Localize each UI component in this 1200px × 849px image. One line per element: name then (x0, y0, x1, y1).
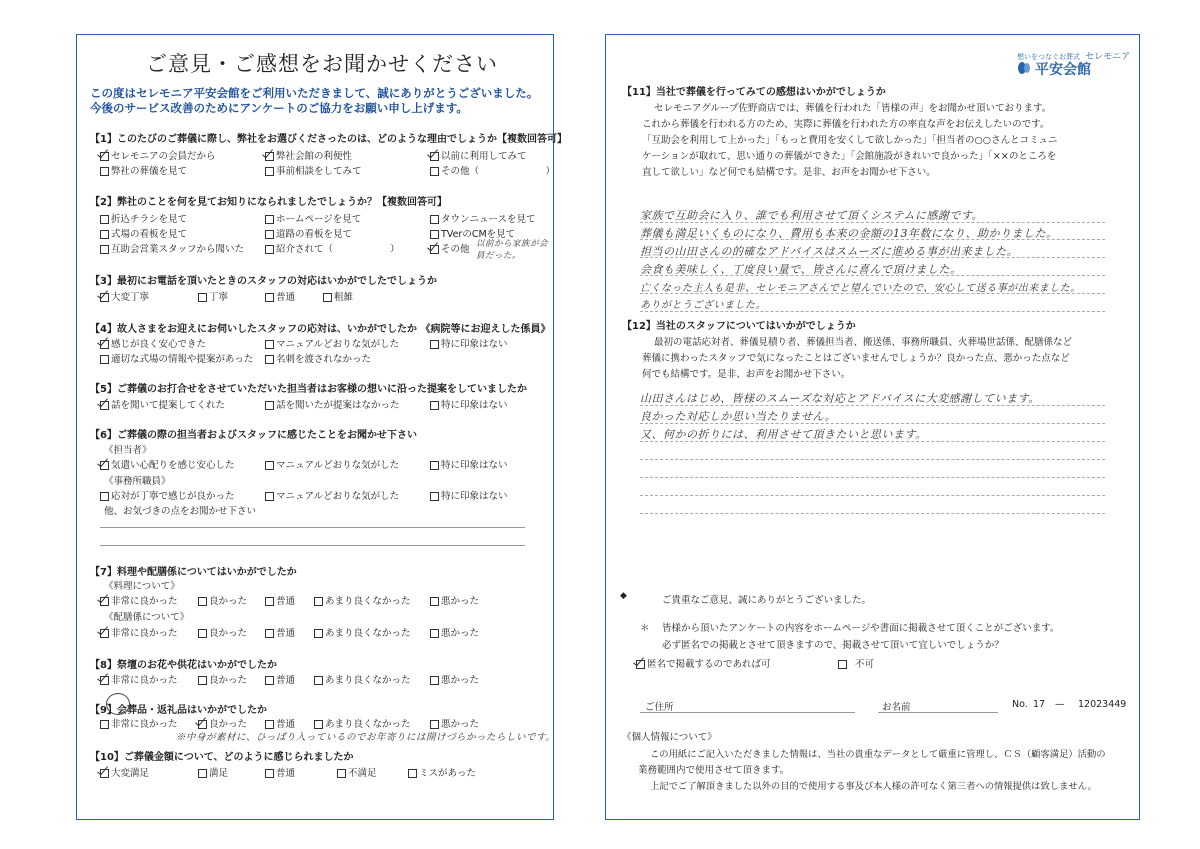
q4-opt-2[interactable]: マニュアルどおりな気がした (265, 336, 399, 350)
q4-label: 【4】故人さまをお迎えにお伺いしたスタッフの応対は、いかがでしたか 《病院等にお迎えした係員》 (90, 324, 551, 335)
q1-opt-1[interactable]: セレモニアの会員だから (100, 148, 216, 162)
checkbox-icon (430, 720, 439, 729)
q7-ryouri-opt-2[interactable]: 良かった (198, 593, 247, 607)
checkbox-icon (265, 293, 274, 302)
q1-opt-5[interactable]: 事前相談をしてみて (265, 163, 362, 177)
q12-label: 【12】当社のスタッフについてはいかがでしょうか (622, 321, 856, 332)
q11-label: 【11】当社で葬儀を行ってみての感想はいかがでしょうか (622, 87, 886, 98)
q11-text-2: これから葬儀を行われる方のため、実際に葬儀を行われた方の率直な声をお伝えしたいのです。 (642, 119, 1050, 130)
q6-opt-5[interactable]: マニュアルどおりな気がした (265, 488, 399, 502)
q2-opt-1[interactable]: 折込チラシを見て (100, 211, 187, 225)
checkbox-icon (314, 597, 323, 606)
q3-opt-4[interactable]: 粗雑 (323, 289, 353, 303)
handwritten-circle-mark (106, 693, 130, 715)
checkbox-icon (100, 167, 109, 176)
intro-line-1: この度はセレモニア平安会館をご利用いただきまして、誠にありがとうございました。 (90, 86, 539, 100)
q3-label: 【3】最初にお電話を頂いたときのスタッフの対応はいかがでしたでしょうか (90, 276, 437, 287)
privacy-line-2: 業務範囲内で使用させて頂きます。 (638, 765, 790, 776)
checkbox-icon (314, 720, 323, 729)
q8-opt-5[interactable]: 悪かった (430, 672, 479, 686)
q11-text-3: 「互助会を利用して上かった」「もっと費用を安くして欲しかった」「担当者の○○さんとコミュニ (642, 135, 1058, 146)
name-field[interactable] (878, 712, 998, 713)
q12-text-1: 最初の電話応対者、葬儀見積り者、葬儀担当者、搬送係、事務所職員、火葬場世話係、配膳係など (654, 337, 1073, 348)
privacy-line-3: 上記でご了解頂きました以外の目的で使用する事及び本人様の許可なく第三者への情報提供は致しません。 (650, 781, 1097, 792)
checkbox-icon (265, 461, 274, 470)
checkbox-icon (430, 167, 439, 176)
q1-opt-6[interactable]: その他（ ） (430, 163, 555, 177)
q7-haizen-opt-1[interactable]: 非常に良かった (100, 625, 178, 639)
q11-handwritten-1: 家族で互助会に入り、誰でも利用させて頂くシステムに感謝です。 (640, 209, 984, 222)
q12-handwritten-3: 又、何かの折りには、利用させて頂きたいと思います。 (640, 428, 927, 441)
checkbox-icon (430, 676, 439, 685)
flower-icon (1017, 61, 1031, 75)
checkbox-icon (198, 676, 207, 685)
q11-text-5: 直して欲しい」など何でも結構です。是非、お声をお聞かせ下さい。 (642, 167, 936, 178)
number-label: No. (1012, 699, 1028, 710)
logo-brand: セレモニア (1085, 52, 1131, 62)
q7-ryouri-opt-5[interactable]: 悪かった (430, 593, 479, 607)
checkbox-checked-icon (265, 152, 274, 161)
checkbox-checked-icon (100, 629, 109, 638)
q7-sub-ryouri: 《料理について》 (104, 581, 180, 592)
answer-line[interactable] (640, 477, 1105, 478)
q8-opt-1[interactable]: 非常に良かった (100, 672, 178, 686)
q5-opt-2[interactable]: 話を聞いたが提案はなかった (265, 397, 400, 411)
q7-haizen-opt-5[interactable]: 悪かった (430, 625, 479, 639)
checkbox-icon (430, 340, 439, 349)
checkbox-icon (408, 769, 417, 778)
answer-line[interactable] (640, 513, 1105, 514)
q6-label: 【6】ご葬儀の際の担当者およびスタッフに感じたことをお聞かせ下さい (90, 430, 417, 441)
checkbox-icon (265, 720, 274, 729)
publish-yes-option[interactable]: 匿名で掲載するのであれば可 (636, 656, 771, 670)
q9-opt-3[interactable]: 普通 (265, 716, 295, 730)
checkbox-icon (198, 769, 207, 778)
checkbox-icon (265, 340, 274, 349)
answer-line[interactable] (100, 545, 525, 546)
q2-opt-7[interactable]: 互助会営業スタッフから聞いた (100, 241, 244, 255)
checkbox-checked-icon (100, 152, 109, 161)
thanks-text: ご貴重なご意見、誠にありがとうございました。 (662, 595, 872, 606)
checkbox-icon (430, 492, 439, 501)
q7-haizen-opt-3[interactable]: 普通 (265, 625, 295, 639)
q10-opt-2[interactable]: 満足 (198, 765, 228, 779)
q6-sub-jimusho: 《事務所職員》 (104, 476, 171, 487)
q9-opt-5[interactable]: 悪かった (430, 716, 479, 730)
checkbox-icon (314, 629, 323, 638)
q2-opt-4[interactable]: 式場の看板を見て (100, 226, 187, 240)
checkbox-icon (198, 597, 207, 606)
checkbox-icon (100, 720, 109, 729)
privacy-title: 《個人情報について》 (622, 732, 717, 743)
q2-opt-5[interactable]: 道路の看板を見て (265, 226, 352, 240)
q3-opt-3[interactable]: 普通 (265, 289, 295, 303)
q5-opt-1[interactable]: 話を聞いて提案してくれた (100, 397, 225, 411)
notice-1: 皆様から頂いたアンケートの内容をホームページや書面に掲載させて頂くことがございます。 (662, 623, 1060, 634)
checkbox-icon (430, 401, 439, 410)
q6-opt-4[interactable]: 応対が丁寧で感じが良かった (100, 488, 235, 502)
q11-text-1: セレモニアグループ佐野商店では、葬儀を行われた「皆様の声」をお聞かせ頂いております。 (654, 103, 1052, 114)
q1-opt-4[interactable]: 弊社の葬儀を見て (100, 163, 187, 177)
answer-line[interactable] (100, 527, 525, 528)
q7-haizen-opt-2[interactable]: 良かった (198, 625, 247, 639)
checkbox-icon (265, 355, 274, 364)
checkbox-icon (430, 597, 439, 606)
checkbox-icon (430, 215, 439, 224)
q7-label: 【7】料理や配膳係についてはいかがでしたか (90, 567, 297, 578)
record-code: 12023449 (1078, 699, 1127, 710)
q7-sub-haizen: 《配膳係について》 (104, 612, 190, 623)
q5-label: 【5】ご葬儀のお打合せをさせていただいた担当者はお客様の想いに沿った提案をしていましたか (90, 384, 527, 395)
checkbox-checked-icon (430, 152, 439, 161)
checkbox-checked-icon (100, 461, 109, 470)
q7-ryouri-opt-4[interactable]: あまり良くなかった (314, 593, 411, 607)
q10-opt-3[interactable]: 普通 (265, 765, 295, 779)
q1-opt-3[interactable]: 以前に利用してみて (430, 148, 527, 162)
checkbox-icon (265, 230, 274, 239)
q6-opt-3[interactable]: 特に印象はない (430, 457, 508, 471)
address-label: ご住所 (645, 702, 674, 713)
name-label: お名前 (882, 702, 911, 713)
answer-line[interactable] (640, 311, 1105, 312)
checkbox-icon (323, 293, 332, 302)
q6-opt-1[interactable]: 気遣い心配りを感じ安心した (100, 457, 235, 471)
q11-handwritten-4: 会食も美味しく、丁度良い量で、皆さんに喜んで頂けました。 (640, 263, 962, 276)
checkbox-checked-icon (198, 720, 207, 729)
checkbox-icon (100, 230, 109, 239)
checkbox-checked-icon (100, 769, 109, 778)
checkbox-icon (314, 676, 323, 685)
q1-label: 【1】このたびのご葬儀に際し、弊社をお選びくださったのは、どのような理由でしょうか【複数回答可】 (90, 134, 567, 145)
checkbox-icon (198, 629, 207, 638)
q4-opt-5[interactable]: 名刺を渡されなかった (265, 351, 371, 365)
q3-opt-1[interactable]: 大変丁寧 (100, 289, 149, 303)
checkbox-icon (265, 769, 274, 778)
address-field[interactable] (640, 712, 855, 713)
checkbox-icon (265, 597, 274, 606)
q4-opt-3[interactable]: 特に印象はない (430, 336, 508, 350)
checkbox-icon (265, 215, 274, 224)
checkbox-icon (838, 660, 847, 669)
checkbox-checked-icon (100, 597, 109, 606)
checkbox-icon (100, 215, 109, 224)
q8-label: 【8】祭壇のお花や供花はいかがでしたか (90, 660, 277, 671)
checkbox-icon (198, 293, 207, 302)
checkbox-checked-icon (100, 401, 109, 410)
q7-haizen-opt-4[interactable]: あまり良くなかった (314, 625, 411, 639)
q6-opt-2[interactable]: マニュアルどおりな気がした (265, 457, 399, 471)
q12-text-2: 葬儀に携わったスタッフで気になったことはございませんでしょうか？良かった点、悪かった点など (642, 353, 1070, 364)
checkbox-icon (430, 629, 439, 638)
q11-text-4: ケーションが取れて、思い通りの葬儀ができた」「会館施設がきれいで良かった」「××のところを (642, 151, 1057, 162)
q11-handwritten-6: ありがとうございました。 (640, 300, 766, 311)
page-title: ご意見・ご感想をお聞かせください (146, 52, 498, 76)
q8-opt-2[interactable]: 良かった (198, 672, 247, 686)
q1-opt-2[interactable]: 弊社会館の利便性 (265, 148, 352, 162)
q6-other-prompt: 他、お気づきの点をお聞かせ下さい (104, 506, 257, 517)
checkbox-icon (337, 769, 346, 778)
q9-handwritten: ※中身が素材に、ひっぱり入っているのでお年寄りには開けづらかったらしいです。 (176, 732, 556, 743)
answer-line[interactable] (640, 495, 1105, 496)
q7-ryouri-opt-1[interactable]: 非常に良かった (100, 593, 178, 607)
checkbox-checked-icon (430, 245, 439, 254)
checkbox-icon (100, 355, 109, 364)
q11-handwritten-2: 葬儀も満足いくものになり、費用も本来の金額の13年数になり、助かりました。 (640, 227, 1058, 240)
q2-handwritten: 以前から家族が会員だった。 (476, 239, 549, 261)
q2-opt-2[interactable]: ホームページを見て (265, 211, 361, 225)
q11-handwritten-5: 亡くなった主人も是非、セレモニアさんでと望んでいたので、安心して送る事が出来ました。 (640, 283, 1081, 294)
q2-opt-3[interactable]: タウンニュースを見て (430, 211, 536, 225)
q9-label: 【9】会葬品・返礼品はいかがでしたか (90, 705, 267, 716)
number-dash: — (1055, 699, 1065, 710)
q10-opt-4[interactable]: 不満足 (337, 765, 377, 779)
q8-opt-3[interactable]: 普通 (265, 672, 295, 686)
q10-label: 【10】ご葬儀金額について、どのように感じられましたか (90, 752, 354, 763)
checkbox-icon (265, 629, 274, 638)
q6-sub-tantousha: 《担当者》 (104, 445, 152, 456)
q10-opt-5[interactable]: ミスがあった (408, 765, 476, 779)
checkbox-icon (265, 676, 274, 685)
checkbox-icon (265, 167, 274, 176)
q6-opt-6[interactable]: 特に印象はない (430, 488, 508, 502)
checkbox-checked-icon (100, 676, 109, 685)
q12-handwritten-1: 山田さんはじめ、皆様のスムーズな対応とアドバイスに大変感謝しています。 (640, 392, 1040, 405)
answer-line[interactable] (640, 459, 1105, 460)
q9-opt-4[interactable]: あまり良くなかった (314, 716, 411, 730)
q7-ryouri-opt-3[interactable]: 普通 (265, 593, 295, 607)
checkbox-icon (430, 230, 439, 239)
q2-opt-8[interactable]: 紹介されて（ ） (265, 241, 400, 255)
privacy-line-1: この用紙にご記入いただきました情報は、当社の貴重なデータとして厳重に管理し、ＣＳ（顧客満足）活動の (650, 749, 1106, 760)
checkbox-icon (265, 492, 274, 501)
q2-opt-6[interactable]: TVerのCMを見て (430, 226, 515, 240)
q11-handwritten-3: 担当の山田さんの的確なアドバイスはスムーズに進める事が出来ました。 (640, 245, 1019, 258)
logo-mark (1017, 60, 1031, 79)
asterisk-icon: ＊ (640, 623, 650, 634)
checkbox-icon (100, 245, 109, 254)
q12-text-3: 何でも結構です。是非、お声をお聞かせ下さい。 (642, 369, 851, 380)
q9-opt-1[interactable]: 非常に良かった (100, 716, 178, 730)
publish-no-option[interactable]: 不可 (838, 656, 874, 670)
checkbox-checked-icon (100, 293, 109, 302)
notice-2: 必ず匿名での掲載とさせて頂きますので、掲載させて頂いて宜しいでしょうか？ (662, 640, 1004, 651)
q4-opt-4[interactable]: 適切な式場の情報や提案があった (100, 351, 253, 365)
q5-opt-3[interactable]: 特に印象はない (430, 397, 508, 411)
intro-line-2: 今後のサービス改善のためにアンケートのご協力をお願い申し上げます。 (90, 101, 468, 115)
diamond-icon: ◆ (620, 591, 627, 601)
q4-opt-1[interactable]: 感じが良く安心できた (100, 336, 206, 350)
checkbox-checked-icon (100, 340, 109, 349)
checkbox-icon (265, 245, 274, 254)
q3-opt-2[interactable]: 丁寧 (198, 289, 228, 303)
checkbox-checked-icon (636, 660, 645, 669)
logo-name: 平安会館 (1035, 62, 1091, 78)
q2-label: 【2】弊社のことを何を見てお知りになられましたでしょうか？【複数回答可】 (90, 197, 447, 208)
checkbox-icon (430, 461, 439, 470)
logo-tagline: 想いをつなぐお葬式 (1017, 53, 1080, 61)
q2-opt-9[interactable]: その他 (430, 241, 470, 255)
checkbox-icon (100, 492, 109, 501)
q8-opt-4[interactable]: あまり良くなかった (314, 672, 411, 686)
q12-handwritten-2: 良かった対応しか思い当たりません。 (640, 410, 837, 423)
q10-opt-1[interactable]: 大変満足 (100, 765, 149, 779)
number-value: 17 (1033, 699, 1046, 710)
q9-opt-2[interactable]: 良かった (198, 716, 247, 730)
checkbox-icon (265, 401, 274, 410)
